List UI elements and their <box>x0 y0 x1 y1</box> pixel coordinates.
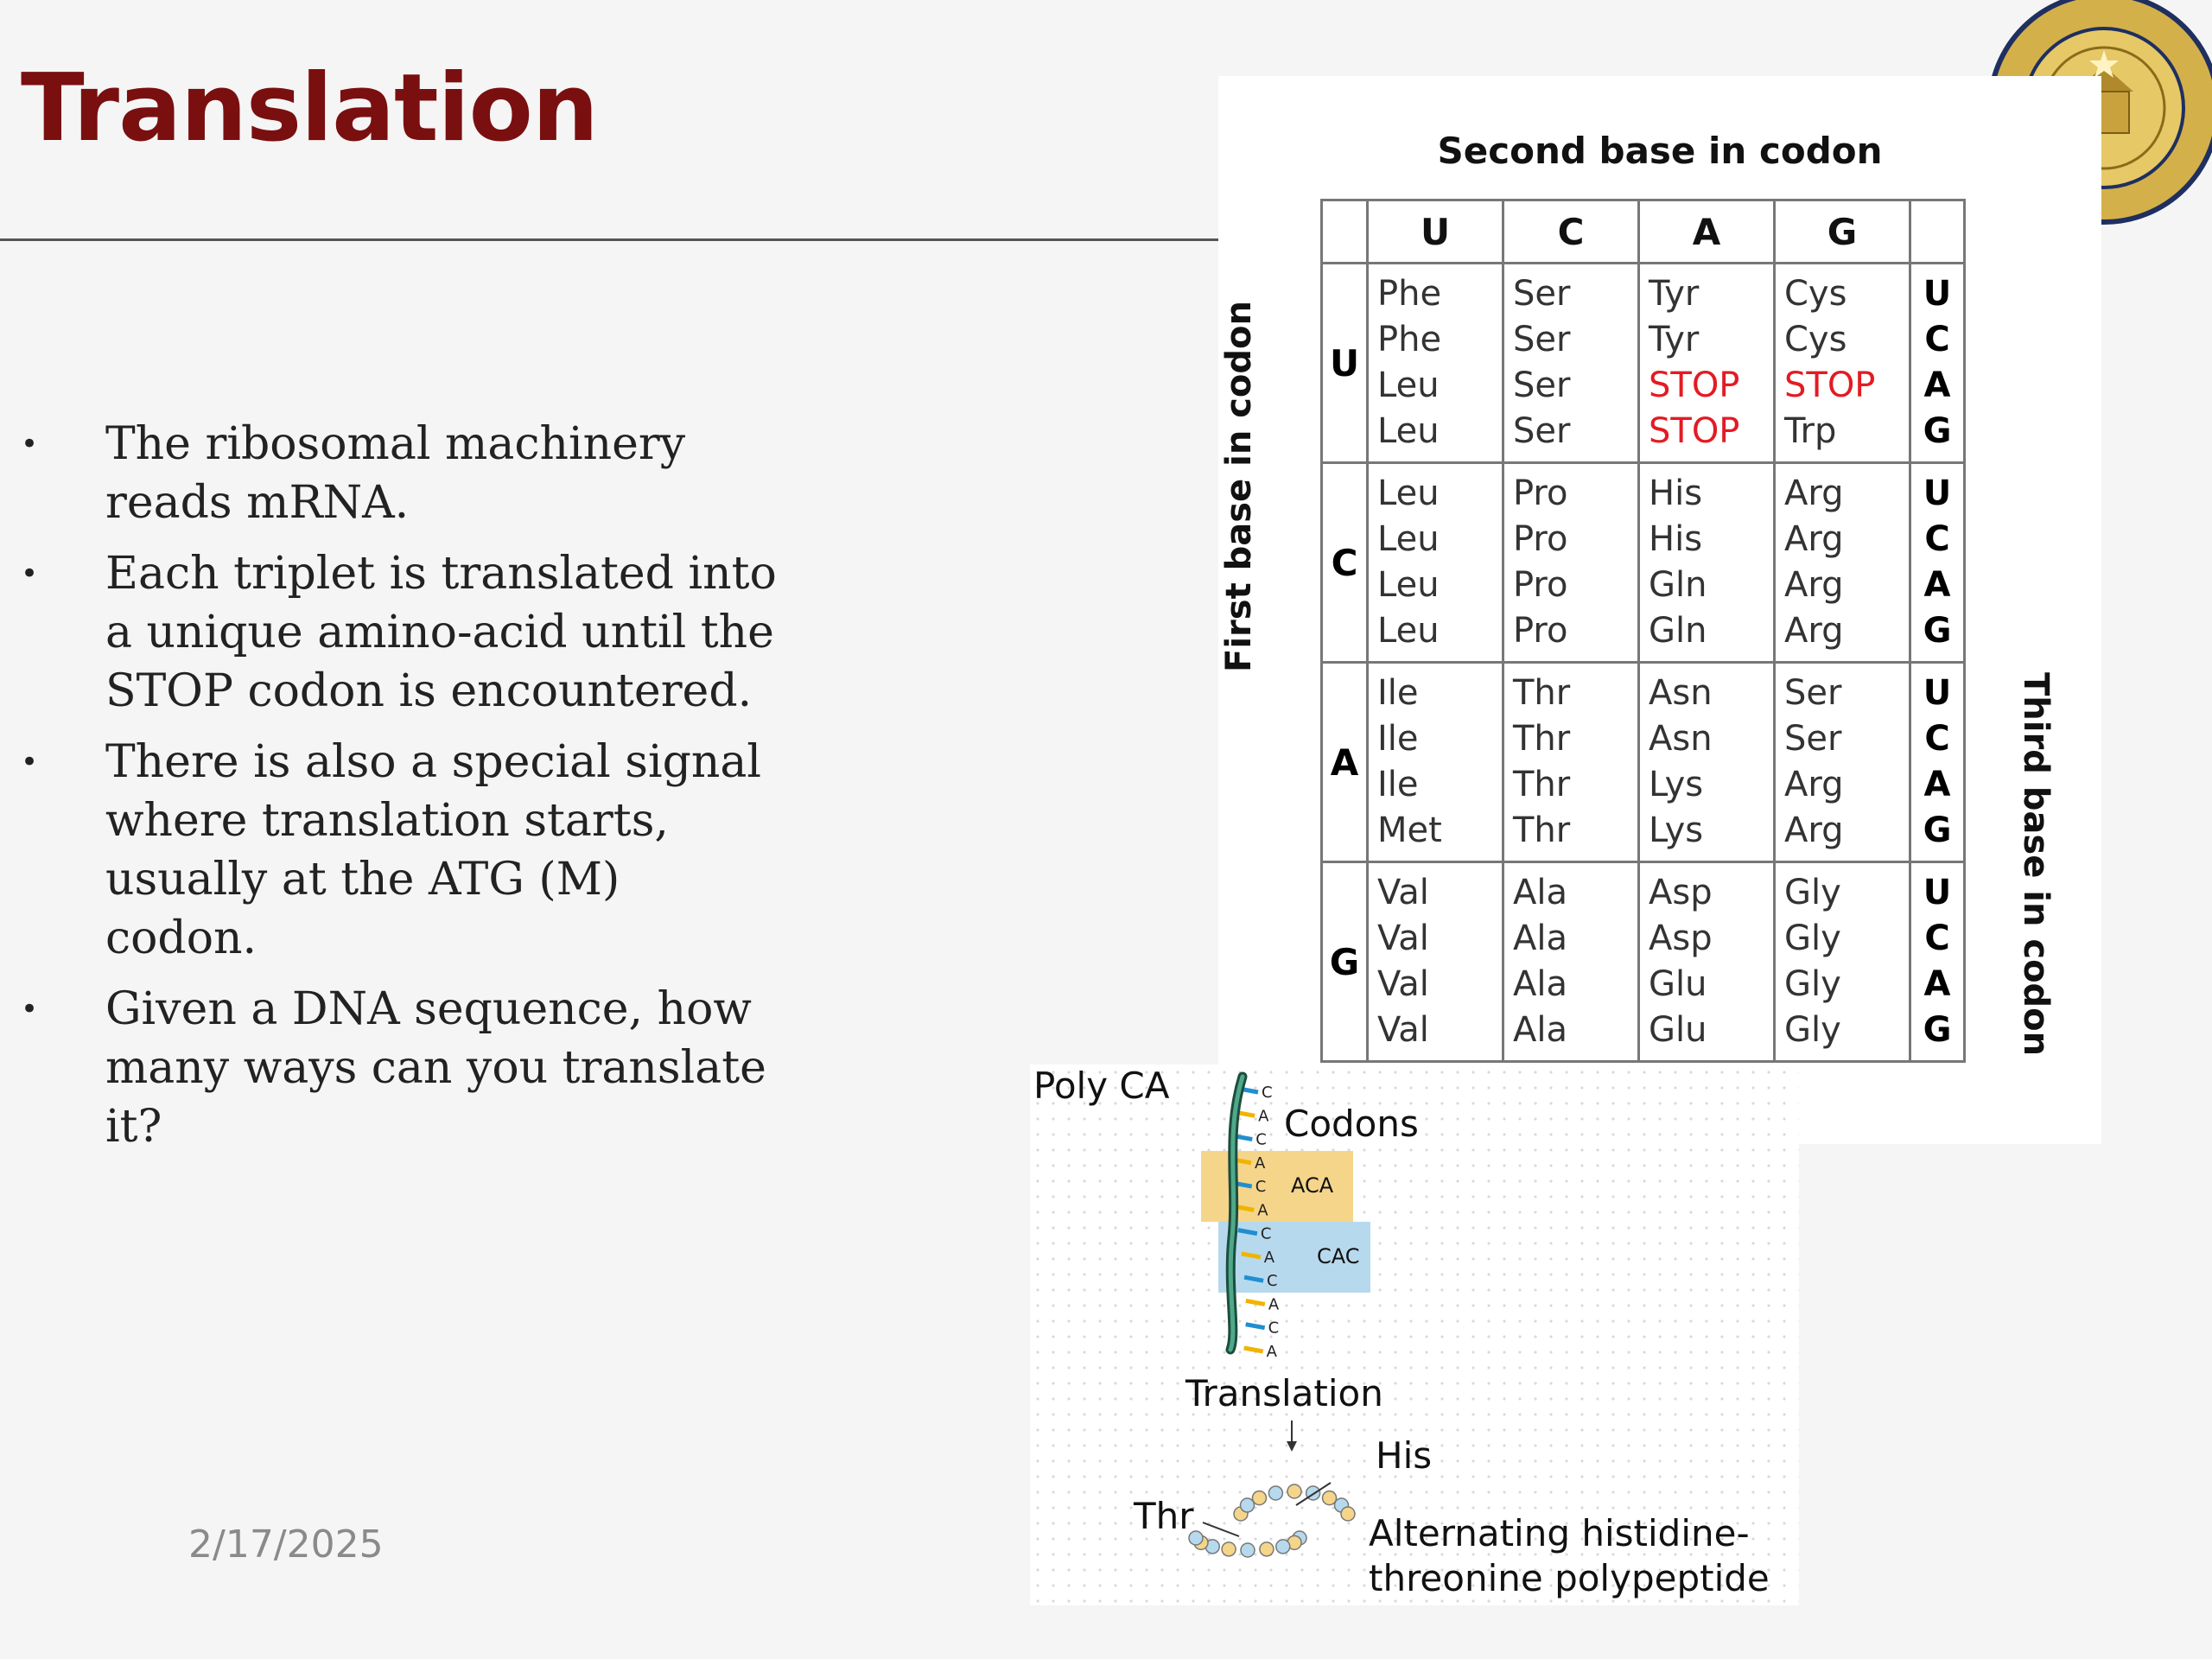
base-letter: A <box>1263 1248 1275 1267</box>
amino-acid: Pro <box>1513 474 1568 513</box>
amino-acid: STOP <box>1784 365 1876 405</box>
third-base: U <box>1923 673 1952 713</box>
amino-acid: Asn <box>1649 673 1713 713</box>
amino-acid: Val <box>1377 964 1429 1004</box>
amino-acid-bead <box>1276 1540 1290 1554</box>
amino-acid: Lys <box>1649 810 1704 850</box>
amino-acid: Trp <box>1784 411 1837 451</box>
bullet-item: • There is also a special signal where translation starts, usually at the ATG (M) codon. <box>21 733 781 968</box>
amino-acid: Met <box>1377 810 1442 850</box>
amino-acid-cell <box>1503 463 1639 663</box>
amino-acid-bead <box>1323 1491 1337 1505</box>
amino-acid-bead <box>1287 1484 1301 1498</box>
amino-acid: Val <box>1377 1010 1429 1050</box>
third-base: C <box>1924 519 1950 559</box>
amino-acid: Val <box>1377 873 1429 912</box>
amino-acid: Gly <box>1784 918 1841 958</box>
second-base-header: G <box>1775 200 1910 264</box>
third-base: A <box>1923 565 1951 605</box>
amino-acid-bead <box>1241 1543 1255 1557</box>
codon-table-body <box>1322 264 1965 1062</box>
second-base-header: A <box>1639 200 1775 264</box>
amino-acid: His <box>1649 519 1703 559</box>
translation-label: Translation <box>1185 1372 1383 1414</box>
second-base-header: U <box>1368 200 1503 264</box>
amino-acid-bead <box>1341 1507 1355 1521</box>
third-base-header <box>1910 200 1965 264</box>
polypeptide-label-line2: threonine polypeptide <box>1369 1557 1770 1599</box>
amino-acid: Thr <box>1513 673 1571 713</box>
amino-acid: Gly <box>1784 1010 1841 1050</box>
third-base-cell <box>1910 264 1965 463</box>
third-base: G <box>1923 1010 1952 1050</box>
amino-acid-cell <box>1368 264 1503 463</box>
amino-acid: Leu <box>1377 565 1440 605</box>
third-base-cell <box>1910 463 1965 663</box>
amino-acid: Ile <box>1377 673 1419 713</box>
amino-acid-cell <box>1368 663 1503 862</box>
amino-acid: Ala <box>1513 873 1567 912</box>
amino-acid: Ser <box>1784 673 1842 713</box>
thr-label: Thr <box>1134 1495 1194 1537</box>
amino-acid: Arg <box>1784 519 1844 559</box>
third-base: G <box>1923 810 1952 850</box>
amino-acid-bead <box>1260 1542 1274 1556</box>
codon-row <box>1322 264 1965 463</box>
amino-acid-cell <box>1775 663 1910 862</box>
amino-acid: Ile <box>1377 765 1419 804</box>
amino-acid: Tyr <box>1649 274 1700 314</box>
amino-acid: Ala <box>1513 1010 1567 1050</box>
amino-acid: Phe <box>1377 274 1442 314</box>
amino-acid: Val <box>1377 918 1429 958</box>
amino-acid: Leu <box>1377 411 1440 451</box>
amino-acid: Gly <box>1784 964 1841 1004</box>
amino-acid: Ser <box>1513 274 1571 314</box>
amino-acid-bead <box>1222 1542 1236 1556</box>
amino-acid: Arg <box>1784 810 1844 850</box>
amino-acid: Leu <box>1377 519 1440 559</box>
amino-acid-cell <box>1775 862 1910 1062</box>
amino-acid: Lys <box>1649 765 1704 804</box>
bullet-item: • The ribosomal machinery reads mRNA. <box>21 415 781 532</box>
amino-acid: Glu <box>1649 964 1707 1004</box>
title-divider <box>0 238 1227 241</box>
codon-row <box>1322 862 1965 1062</box>
codon-cac-label: CAC <box>1317 1244 1360 1268</box>
third-base: U <box>1923 274 1952 314</box>
third-base: A <box>1923 365 1951 405</box>
slide-date: 2/17/2025 <box>188 1522 384 1567</box>
base-letter: C <box>1255 1130 1267 1149</box>
base-letter: C <box>1262 1084 1273 1102</box>
amino-acid-cell <box>1639 264 1775 463</box>
amino-acid: Ala <box>1513 918 1567 958</box>
amino-acid: STOP <box>1649 411 1740 451</box>
amino-acid-cell <box>1368 463 1503 663</box>
third-base: G <box>1923 411 1952 451</box>
first-base-cell: U <box>1322 264 1368 463</box>
amino-acid: His <box>1649 474 1703 513</box>
base-letter: C <box>1268 1319 1280 1338</box>
base-letter: C <box>1255 1178 1267 1197</box>
codon-row <box>1322 663 1965 862</box>
second-base-header: C <box>1503 200 1639 264</box>
first-base-cell: C <box>1322 463 1368 663</box>
amino-acid-bead <box>1241 1498 1255 1512</box>
amino-acid: Arg <box>1784 474 1844 513</box>
bullet-list <box>21 415 781 1168</box>
base-tick <box>1246 1325 1265 1328</box>
amino-acid: Gly <box>1784 873 1841 912</box>
amino-acid-cell <box>1639 663 1775 862</box>
first-base-cell: A <box>1322 663 1368 862</box>
amino-acid: Pro <box>1513 565 1568 605</box>
amino-acid-bead <box>1252 1491 1266 1505</box>
third-base: C <box>1924 719 1950 759</box>
base-letter: C <box>1267 1272 1278 1291</box>
codon-row <box>1322 463 1965 663</box>
amino-acid: Leu <box>1377 611 1440 651</box>
third-base: C <box>1924 320 1950 359</box>
amino-acid-cell <box>1503 264 1639 463</box>
base-letter: A <box>1258 1107 1269 1126</box>
third-base: U <box>1923 474 1952 513</box>
amino-acid: Gln <box>1649 611 1707 651</box>
third-base-cell <box>1910 663 1965 862</box>
amino-acid-cell <box>1368 862 1503 1062</box>
amino-acid: Arg <box>1784 611 1844 651</box>
amino-acid: Ser <box>1513 320 1571 359</box>
amino-acid: Arg <box>1784 565 1844 605</box>
amino-acid: Ile <box>1377 719 1419 759</box>
amino-acid: Tyr <box>1649 320 1700 359</box>
amino-acid-cell <box>1639 463 1775 663</box>
amino-acid: Ser <box>1513 365 1571 405</box>
amino-acid-cell <box>1775 264 1910 463</box>
amino-acid-cell <box>1639 862 1775 1062</box>
amino-acid: Asn <box>1649 719 1713 759</box>
codon-header-row <box>1322 200 1965 264</box>
bullet-item: • Each triplet is translated into a unique amino-acid until the STOP codon is encountered. <box>21 544 781 721</box>
amino-acid: Asp <box>1649 918 1713 958</box>
slide-title: Translation <box>21 54 598 162</box>
amino-acid: Thr <box>1513 719 1571 759</box>
amino-acid: Glu <box>1649 1010 1707 1050</box>
amino-acid: Leu <box>1377 365 1440 405</box>
base-tick <box>1244 1348 1263 1351</box>
his-label: His <box>1376 1434 1433 1477</box>
base-letter: A <box>1268 1295 1280 1314</box>
amino-acid-cell <box>1775 463 1910 663</box>
amino-acid: Arg <box>1784 765 1844 804</box>
amino-acid-bead <box>1268 1486 1282 1500</box>
amino-acid-cell <box>1503 862 1639 1062</box>
amino-acid: Pro <box>1513 611 1568 651</box>
base-letter: C <box>1260 1224 1272 1243</box>
translation-figure <box>1030 1065 1799 1605</box>
bullet-item: • Given a DNA sequence, how many ways can you translate it? <box>21 980 781 1156</box>
amino-acid: Thr <box>1513 810 1571 850</box>
amino-acid: Pro <box>1513 519 1568 559</box>
amino-acid: Thr <box>1513 765 1571 804</box>
base-tick <box>1246 1300 1265 1304</box>
amino-acid-cell <box>1503 663 1639 862</box>
third-base: A <box>1923 765 1951 804</box>
amino-acid: Cys <box>1784 320 1847 359</box>
amino-acid: Cys <box>1784 274 1847 314</box>
third-base-cell <box>1910 862 1965 1062</box>
corner-cell <box>1322 200 1368 264</box>
amino-acid: Phe <box>1377 320 1442 359</box>
amino-acid: Ser <box>1784 719 1842 759</box>
poly-ca-label: Poly CA <box>1033 1065 1170 1107</box>
amino-acid: STOP <box>1649 365 1740 405</box>
codon-table <box>1320 199 1966 1063</box>
base-letter: A <box>1255 1154 1266 1173</box>
third-base: C <box>1924 918 1950 958</box>
amino-acid: Ala <box>1513 964 1567 1004</box>
polypeptide-label-line1: Alternating histidine- <box>1369 1512 1750 1554</box>
base-letter: A <box>1266 1343 1277 1361</box>
base-letter: A <box>1257 1201 1268 1220</box>
amino-acid: Leu <box>1377 474 1440 513</box>
first-base-cell: G <box>1322 862 1368 1062</box>
codons-label: Codons <box>1284 1103 1419 1145</box>
amino-acid: Gln <box>1649 565 1707 605</box>
third-base: U <box>1923 873 1952 912</box>
codon-aca-label: ACA <box>1291 1173 1334 1198</box>
second-base-label: Second base in codon <box>1437 130 1883 172</box>
third-base: G <box>1923 611 1952 651</box>
third-base: A <box>1923 964 1951 1004</box>
amino-acid: Asp <box>1649 873 1713 912</box>
codon-table-panel: Second base in codon First base in codon Third base in codon U C A G U Phe Phe Leu Leu Ser Ser Ser Ser Tyr Tyr STOP STOP Cys Cys STOP Trp U C A G C Leu Leu Leu Leu Pro Pro Pro Pro His His Gln Gln Arg Arg Arg Arg U C A G A Ile Ile Ile Met Thr Thr Thr Thr Asn Asn Lys Lys Ser Ser Arg Arg U C A G G Val Val Val Val Ala Ala Ala Ala Asp Asp Glu Glu Gly Gly Gly Gly U C A G <box>1218 76 2101 1144</box>
amino-acid: Ser <box>1513 411 1571 451</box>
